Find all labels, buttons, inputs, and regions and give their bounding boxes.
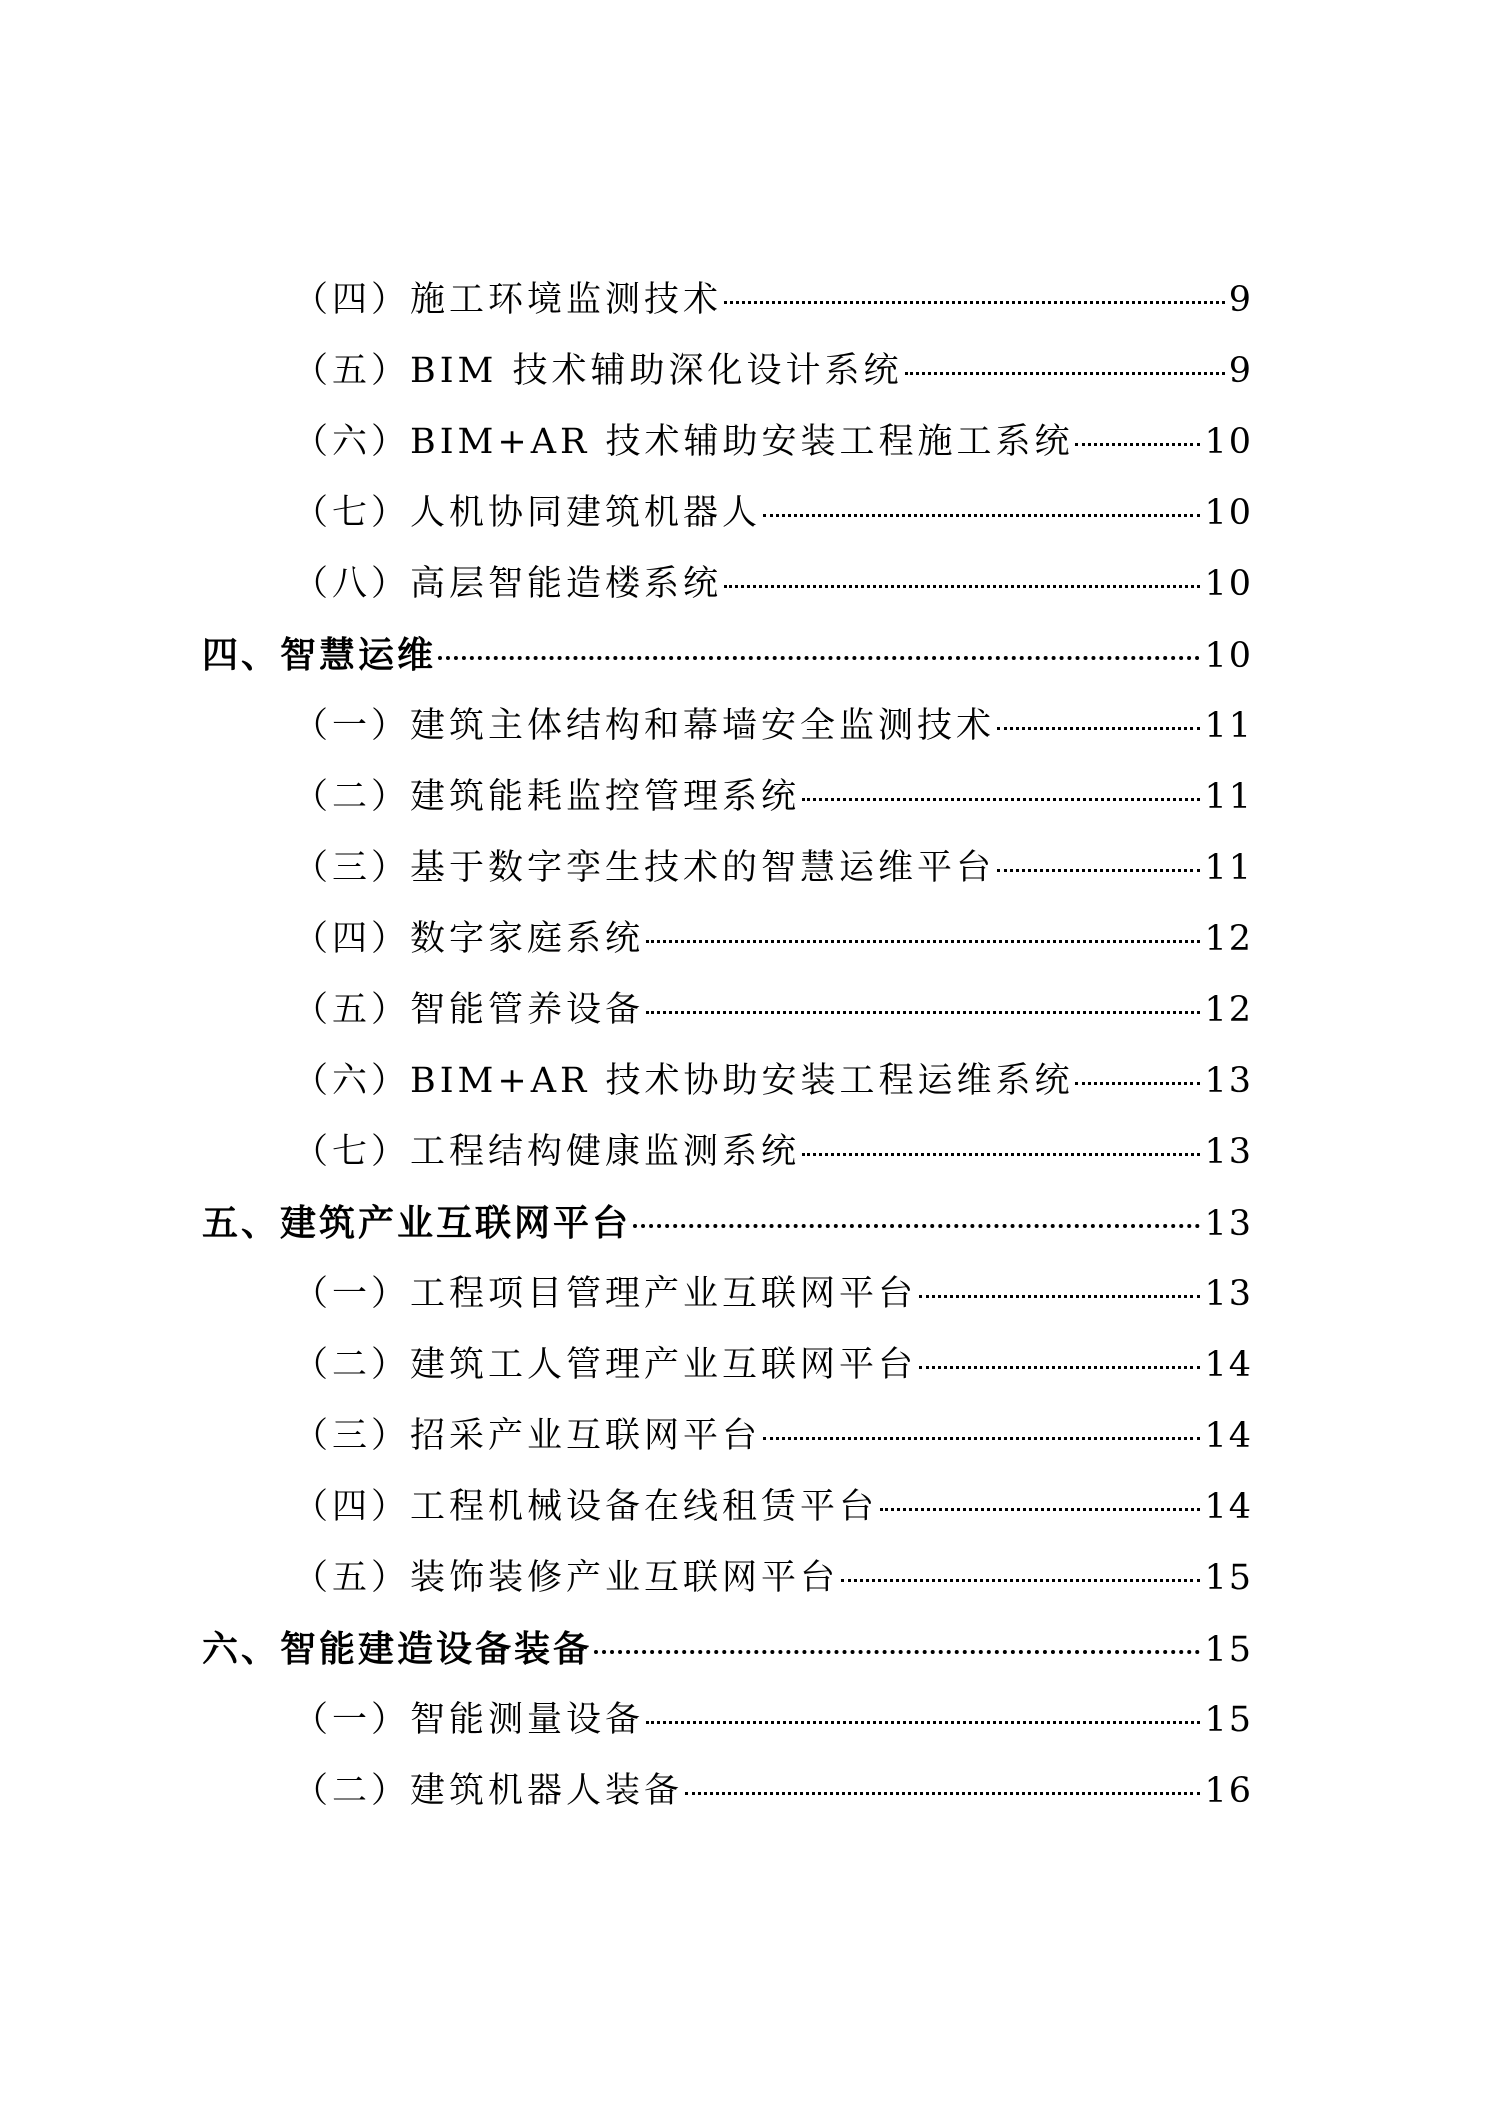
toc-entry[interactable]	[293, 1761, 1253, 1821]
toc-entry-title: （四）数字家庭系统	[293, 919, 645, 959]
toc-dot-leader	[802, 798, 1200, 801]
toc-dot-leader	[646, 940, 1200, 943]
toc-entry[interactable]	[293, 838, 1253, 898]
toc-chapter-entry[interactable]	[202, 625, 1253, 685]
toc-entry[interactable]	[293, 341, 1253, 401]
toc-entry[interactable]	[293, 767, 1253, 827]
toc-chapter-title: 六、智能建造设备装备	[202, 1628, 593, 1670]
toc-dot-leader	[633, 1224, 1200, 1228]
toc-entry-title: （三）基于数字孪生技术的智慧运维平台	[293, 848, 996, 888]
toc-entry[interactable]	[293, 1335, 1253, 1395]
toc-dot-leader	[646, 1011, 1200, 1014]
toc-page-number: 13	[1204, 1061, 1253, 1101]
toc-dot-leader	[880, 1508, 1200, 1511]
toc-dot-leader	[841, 1579, 1200, 1582]
toc-entry[interactable]	[293, 909, 1253, 969]
toc-page-number: 13	[1204, 1204, 1253, 1244]
toc-entry[interactable]	[293, 1406, 1253, 1466]
toc-page-number: 15	[1204, 1700, 1253, 1740]
toc-entry-title: （一）智能测量设备	[293, 1700, 645, 1740]
toc-dot-leader	[1075, 443, 1200, 446]
toc-entry-title: （一）工程项目管理产业互联网平台	[293, 1274, 918, 1314]
toc-page-number: 10	[1204, 564, 1253, 604]
toc-entry-title: （五）BIM 技术辅助深化设计系统	[293, 351, 903, 391]
toc-entry[interactable]	[293, 412, 1253, 472]
toc-entry-title: （四）施工环境监测技术	[293, 280, 723, 320]
toc-page-number: 11	[1204, 848, 1253, 888]
toc-dot-leader	[905, 372, 1225, 375]
toc-chapter-entry[interactable]	[202, 1193, 1253, 1253]
toc-chapter-title: 五、建筑产业互联网平台	[202, 1202, 632, 1244]
toc-entry[interactable]	[293, 1690, 1253, 1750]
toc-entry-title: （三）招采产业互联网平台	[293, 1416, 762, 1456]
toc-page-number: 10	[1204, 422, 1253, 462]
toc-dot-leader	[1075, 1082, 1200, 1085]
toc-page-number: 13	[1204, 1274, 1253, 1314]
toc-entry-title: （二）建筑能耗监控管理系统	[293, 777, 801, 817]
toc-entry[interactable]	[293, 1548, 1253, 1608]
toc-dot-leader	[724, 301, 1225, 304]
toc-page-number: 9	[1228, 351, 1253, 391]
toc-entry-title: （五）装饰装修产业互联网平台	[293, 1558, 840, 1598]
toc-entry[interactable]	[293, 1122, 1253, 1182]
toc-entry-title: （一）建筑主体结构和幕墙安全监测技术	[293, 706, 996, 746]
toc-page-number: 15	[1204, 1630, 1253, 1670]
toc-entry[interactable]	[293, 696, 1253, 756]
toc-page-number: 11	[1204, 777, 1253, 817]
toc-entry-title: （六）BIM+AR 技术协助安装工程运维系统	[293, 1061, 1074, 1101]
toc-entry-title: （七）工程结构健康监测系统	[293, 1132, 801, 1172]
toc-entry-title: （六）BIM+AR 技术辅助安装工程施工系统	[293, 422, 1074, 462]
toc-dot-leader	[685, 1792, 1200, 1795]
toc-entry-title: （二）建筑工人管理产业互联网平台	[293, 1345, 918, 1385]
toc-entry-title: （五）智能管养设备	[293, 990, 645, 1030]
toc-entry-title: （四）工程机械设备在线租赁平台	[293, 1487, 879, 1527]
toc-page-number: 14	[1204, 1416, 1253, 1456]
toc-page-number: 16	[1204, 1771, 1253, 1811]
toc-page-number: 14	[1204, 1345, 1253, 1385]
toc-page-number: 12	[1204, 919, 1253, 959]
toc-dot-leader	[802, 1153, 1200, 1156]
toc-page-number: 14	[1204, 1487, 1253, 1527]
toc-entry-title: （八）高层智能造楼系统	[293, 564, 723, 604]
toc-chapter-title: 四、智慧运维	[202, 634, 437, 676]
toc-dot-leader	[724, 585, 1200, 588]
toc-entry[interactable]	[293, 980, 1253, 1040]
toc-chapter-entry[interactable]	[202, 1619, 1253, 1679]
toc-dot-leader	[763, 1437, 1200, 1440]
toc-dot-leader	[438, 656, 1200, 660]
toc-page-number: 10	[1204, 493, 1253, 533]
toc-entry[interactable]	[293, 270, 1253, 330]
toc-dot-leader	[919, 1295, 1200, 1298]
toc-entry[interactable]	[293, 483, 1253, 543]
toc-dot-leader	[763, 514, 1200, 517]
toc-page-number: 9	[1228, 280, 1253, 320]
toc-entry[interactable]	[293, 554, 1253, 614]
toc-page-number: 13	[1204, 1132, 1253, 1172]
toc-entry-title: （七）人机协同建筑机器人	[293, 493, 762, 533]
toc-dot-leader	[594, 1650, 1200, 1654]
toc-dot-leader	[997, 727, 1200, 730]
toc-dot-leader	[646, 1721, 1200, 1724]
toc-entry[interactable]	[293, 1477, 1253, 1537]
toc-page-number: 15	[1204, 1558, 1253, 1598]
toc-page-number: 10	[1204, 636, 1253, 676]
toc-dot-leader	[919, 1366, 1200, 1369]
toc-entry[interactable]	[293, 1264, 1253, 1324]
toc-dot-leader	[997, 869, 1200, 872]
toc-entry[interactable]	[293, 1051, 1253, 1111]
toc-page-number: 11	[1204, 706, 1253, 746]
toc-page-number: 12	[1204, 990, 1253, 1030]
toc-entry-title: （二）建筑机器人装备	[293, 1771, 684, 1811]
